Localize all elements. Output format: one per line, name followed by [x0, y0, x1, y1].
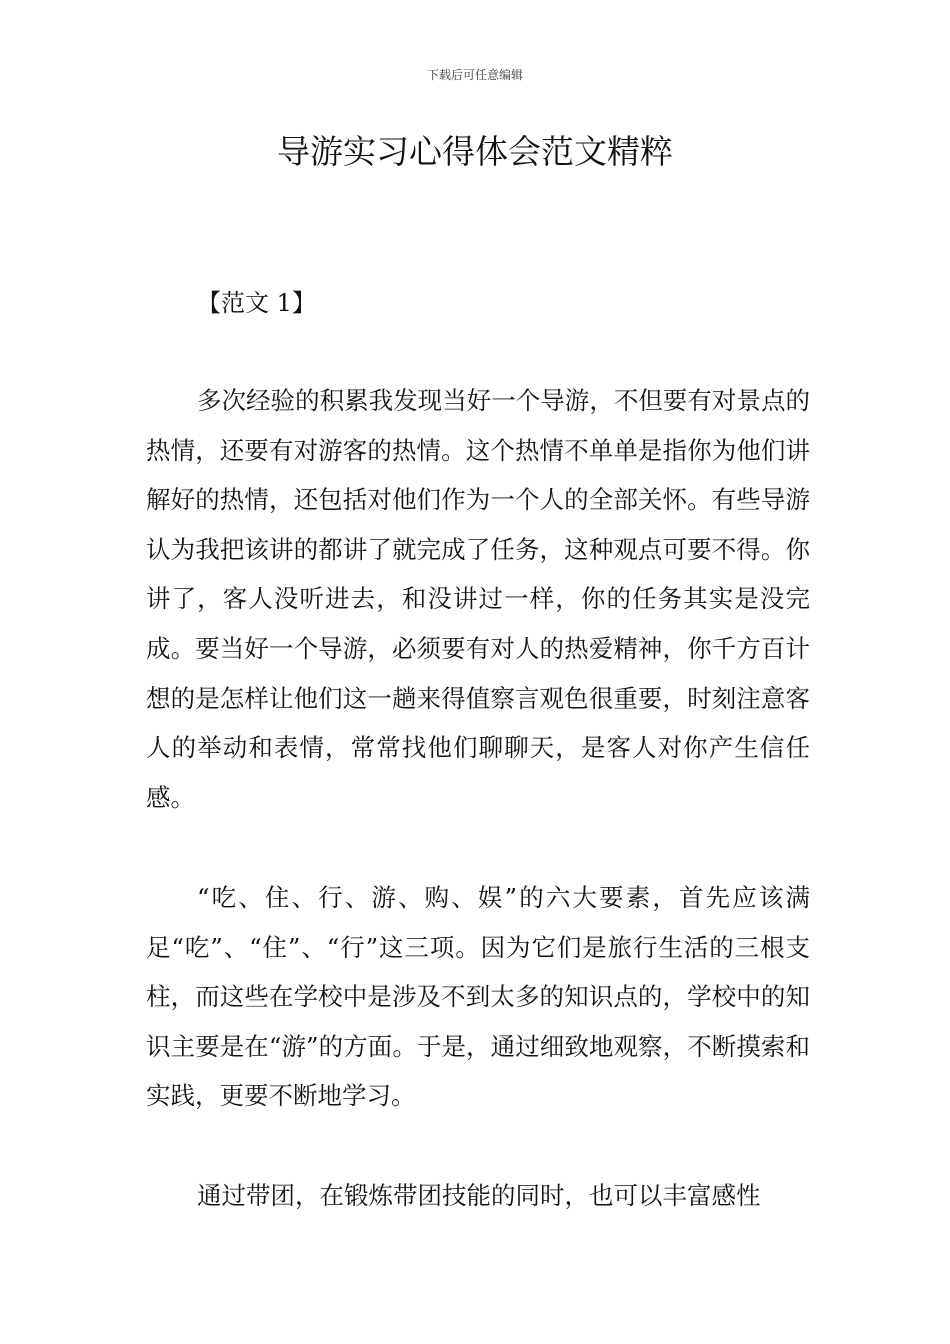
header-note: 下载后可任意编辑 [426, 68, 523, 82]
document-title: 导游实习心得体会范文精粹 [277, 132, 673, 171]
paragraph: 多次经验的积累我发现当好一个导游，不但要有对景点的热情，还要有对游客的热情。这个热情不单单是指你为他们讲解好的热情，还包括对他们作为一个人的全部关怀。有些导游认为我把该讲的都讲了就完成了任务，这种观点可要不得。你讲了，客人没听进去，和没讲过一样，你的任务其实是没完成。要当好一个导游，必须要有对人的热爱精神，你千方百计想的是怎样让他们这一趟来得值察言观色很重要，时刻注意客人的举动和表情，常常找他们聊聊天，是客人对你产生信任感。 [146, 386, 810, 812]
paragraph: 通过带团，在锻炼带团技能的同时，也可以丰富感性 [197, 1181, 761, 1210]
section-label: 【范文 1】 [197, 289, 316, 317]
paragraph: “吃、住、行、游、购、娱”的六大要素，首先应该满足“吃”、“住”、“行”这三项。因为它们是旅行生活的三根支柱，而这些在学校中是涉及不到太多的知识点的，学校中的知识主要是在“游”的方面。于是，通过细致地观察，不断摸索和实践，更要不断地学习。 [146, 883, 810, 1111]
